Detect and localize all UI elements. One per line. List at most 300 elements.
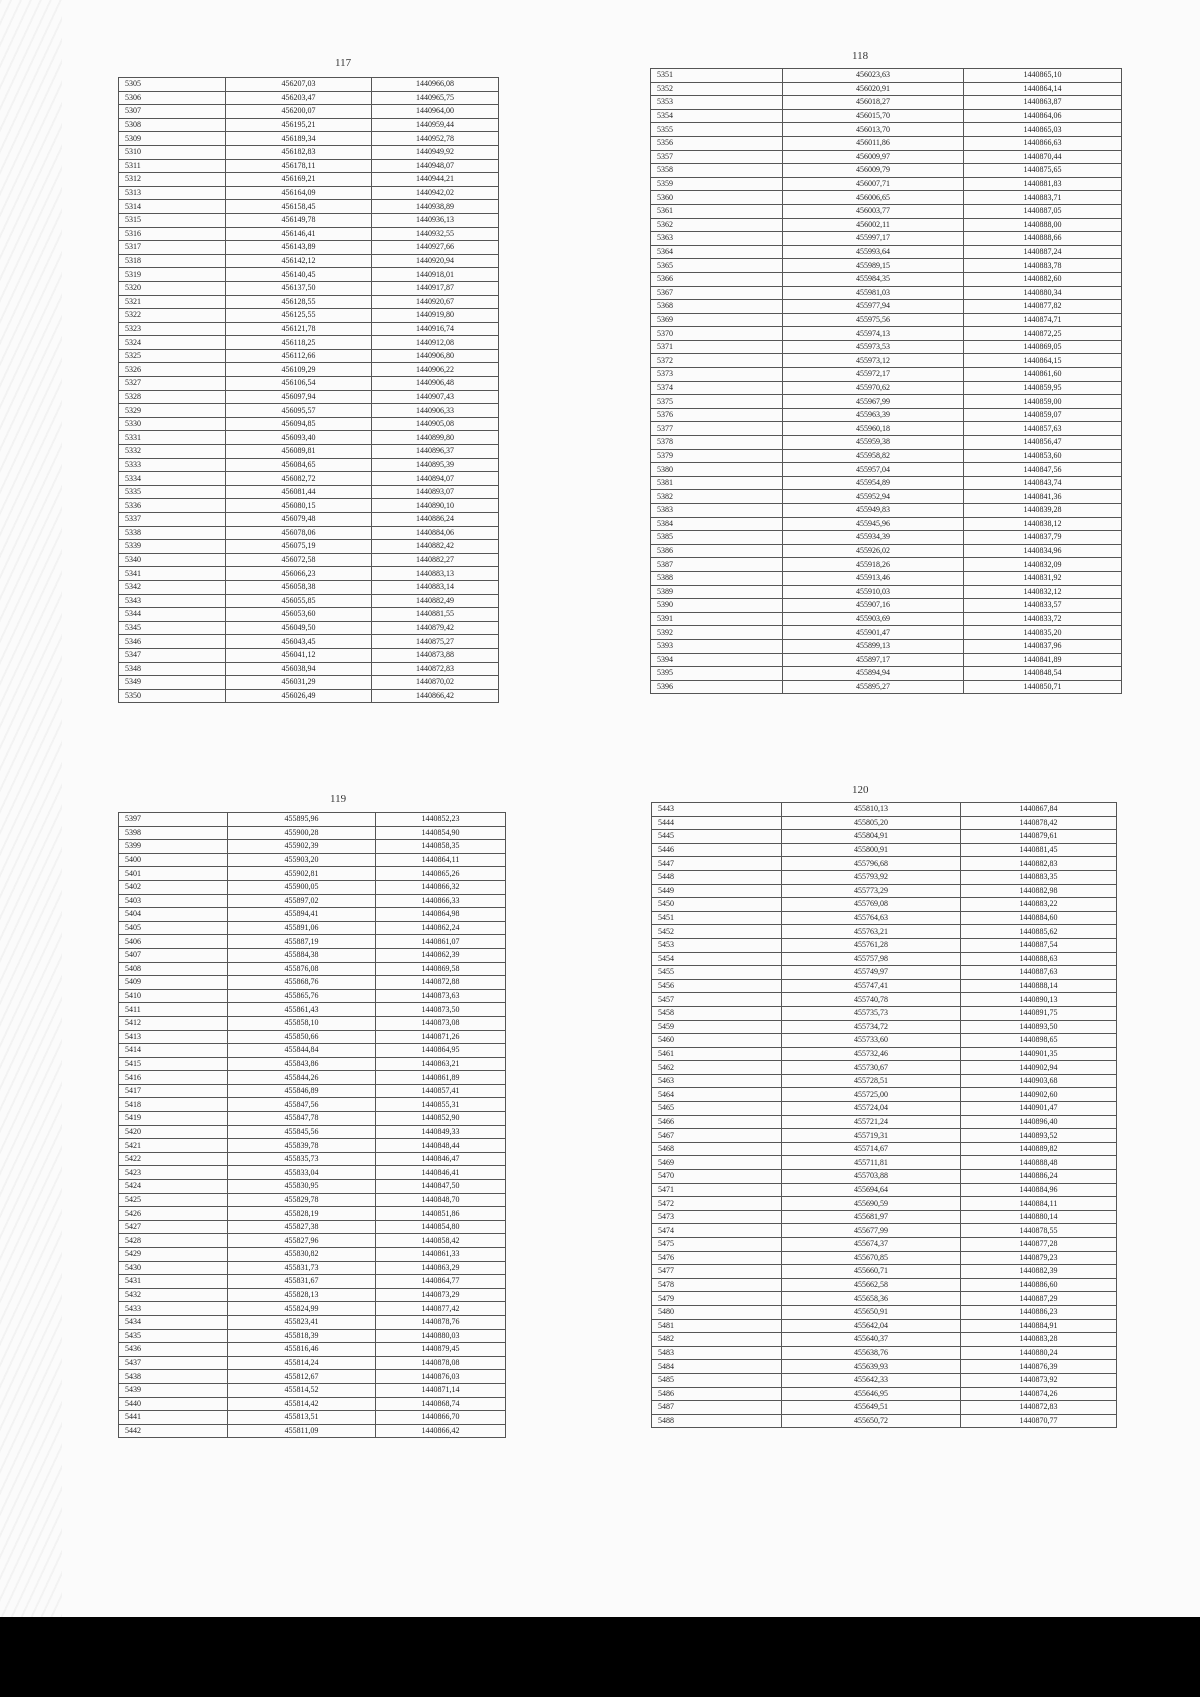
table-row <box>119 1302 506 1316</box>
x-coordinate: 455952,94 <box>783 490 964 504</box>
table-row <box>652 1020 1117 1034</box>
x-coordinate: 456093,40 <box>226 431 372 445</box>
point-number: 5395 <box>651 667 783 681</box>
table-row <box>119 1030 506 1044</box>
y-coordinate: 1440861,07 <box>376 935 506 949</box>
x-coordinate: 455963,39 <box>783 408 964 422</box>
y-coordinate: 1440882,98 <box>961 884 1117 898</box>
x-coordinate: 456164,09 <box>226 186 372 200</box>
table-row <box>119 526 499 540</box>
point-number: 5329 <box>119 404 226 418</box>
point-number: 5334 <box>119 472 226 486</box>
x-coordinate: 455850,66 <box>228 1030 376 1044</box>
x-coordinate: 455818,39 <box>228 1329 376 1343</box>
point-number: 5439 <box>119 1383 228 1397</box>
point-number: 5333 <box>119 458 226 472</box>
table-row <box>652 1292 1117 1306</box>
y-coordinate: 1440882,27 <box>372 553 499 567</box>
table-row <box>119 1166 506 1180</box>
point-number: 5312 <box>119 173 226 187</box>
table-row <box>119 1343 506 1357</box>
table-row <box>119 1248 506 1262</box>
table-row <box>119 962 506 976</box>
x-coordinate: 455660,71 <box>782 1265 961 1279</box>
y-coordinate: 1440899,80 <box>372 431 499 445</box>
table-row <box>651 204 1122 218</box>
x-coordinate: 456015,70 <box>783 109 964 123</box>
y-coordinate: 1440854,80 <box>376 1220 506 1234</box>
point-number: 5356 <box>651 136 783 150</box>
point-number: 5405 <box>119 921 228 935</box>
point-number: 5413 <box>119 1030 228 1044</box>
y-coordinate: 1440875,65 <box>964 164 1122 178</box>
table-row <box>119 485 499 499</box>
x-coordinate: 455814,42 <box>228 1397 376 1411</box>
table-row <box>119 254 499 268</box>
y-coordinate: 1440893,07 <box>372 485 499 499</box>
point-number: 5400 <box>119 853 228 867</box>
table-row <box>652 1088 1117 1102</box>
y-coordinate: 1440888,00 <box>964 218 1122 232</box>
y-coordinate: 1440872,83 <box>961 1401 1117 1415</box>
y-coordinate: 1440886,24 <box>961 1170 1117 1184</box>
point-number: 5343 <box>119 594 226 608</box>
point-number: 5456 <box>652 979 782 993</box>
x-coordinate: 455677,99 <box>782 1224 961 1238</box>
x-coordinate: 455642,04 <box>782 1319 961 1333</box>
x-coordinate: 456178,11 <box>226 159 372 173</box>
y-coordinate: 1440872,88 <box>376 976 506 990</box>
y-coordinate: 1440848,70 <box>376 1193 506 1207</box>
y-coordinate: 1440902,60 <box>961 1088 1117 1102</box>
x-coordinate: 455977,94 <box>783 300 964 314</box>
table-row <box>119 580 499 594</box>
x-coordinate: 455763,21 <box>782 925 961 939</box>
x-coordinate: 456007,71 <box>783 177 964 191</box>
x-coordinate: 455800,91 <box>782 843 961 857</box>
table-row <box>652 1156 1117 1170</box>
x-coordinate: 455769,08 <box>782 898 961 912</box>
y-coordinate: 1440912,08 <box>372 336 499 350</box>
point-number: 5408 <box>119 962 228 976</box>
table-row <box>651 626 1122 640</box>
y-coordinate: 1440865,10 <box>964 69 1122 83</box>
point-number: 5381 <box>651 476 783 490</box>
point-number: 5441 <box>119 1411 228 1425</box>
x-coordinate: 455989,15 <box>783 259 964 273</box>
x-coordinate: 455749,97 <box>782 966 961 980</box>
point-number: 5466 <box>652 1115 782 1129</box>
y-coordinate: 1440883,13 <box>372 567 499 581</box>
x-coordinate: 456038,94 <box>226 662 372 676</box>
table-row <box>651 395 1122 409</box>
point-number: 5338 <box>119 526 226 540</box>
x-coordinate: 455900,05 <box>228 880 376 894</box>
x-coordinate: 456018,27 <box>783 96 964 110</box>
table-row <box>651 245 1122 259</box>
point-number: 5387 <box>651 558 783 572</box>
point-number: 5310 <box>119 145 226 159</box>
x-coordinate: 456031,29 <box>226 676 372 690</box>
x-coordinate: 455639,93 <box>782 1360 961 1374</box>
table-row <box>652 1047 1117 1061</box>
x-coordinate: 456149,78 <box>226 213 372 227</box>
x-coordinate: 456053,60 <box>226 608 372 622</box>
point-number: 5325 <box>119 349 226 363</box>
point-number: 5388 <box>651 571 783 585</box>
y-coordinate: 1440834,96 <box>964 544 1122 558</box>
table-row <box>652 911 1117 925</box>
point-number: 5336 <box>119 499 226 513</box>
y-coordinate: 1440883,22 <box>961 898 1117 912</box>
point-number: 5425 <box>119 1193 228 1207</box>
table-row <box>119 145 499 159</box>
y-coordinate: 1440867,84 <box>961 803 1117 817</box>
y-coordinate: 1440882,60 <box>964 272 1122 286</box>
x-coordinate: 455975,56 <box>783 313 964 327</box>
point-number: 5394 <box>651 653 783 667</box>
y-coordinate: 1440948,07 <box>372 159 499 173</box>
y-coordinate: 1440866,42 <box>372 689 499 703</box>
table-row <box>119 445 499 459</box>
point-number: 5370 <box>651 327 783 341</box>
x-coordinate: 456118,25 <box>226 336 372 350</box>
y-coordinate: 1440887,29 <box>961 1292 1117 1306</box>
point-number: 5465 <box>652 1102 782 1116</box>
y-coordinate: 1440965,75 <box>372 91 499 105</box>
y-coordinate: 1440849,33 <box>376 1125 506 1139</box>
table-row <box>119 1424 506 1438</box>
coordinates-table <box>118 77 499 703</box>
table-row <box>651 653 1122 667</box>
y-coordinate: 1440952,78 <box>372 132 499 146</box>
x-coordinate: 455934,39 <box>783 531 964 545</box>
point-number: 5366 <box>651 272 783 286</box>
point-number: 5386 <box>651 544 783 558</box>
point-number: 5392 <box>651 626 783 640</box>
y-coordinate: 1440861,60 <box>964 368 1122 382</box>
y-coordinate: 1440906,33 <box>372 404 499 418</box>
x-coordinate: 455823,41 <box>228 1315 376 1329</box>
point-number: 5434 <box>119 1315 228 1329</box>
x-coordinate: 455830,95 <box>228 1180 376 1194</box>
x-coordinate: 455910,03 <box>783 585 964 599</box>
y-coordinate: 1440902,94 <box>961 1061 1117 1075</box>
x-coordinate: 455721,24 <box>782 1115 961 1129</box>
point-number: 5450 <box>652 898 782 912</box>
x-coordinate: 455959,38 <box>783 436 964 450</box>
x-coordinate: 455824,99 <box>228 1302 376 1316</box>
point-number: 5357 <box>651 150 783 164</box>
table-row <box>119 159 499 173</box>
table-row <box>651 150 1122 164</box>
point-number: 5342 <box>119 580 226 594</box>
x-coordinate: 455845,56 <box>228 1125 376 1139</box>
y-coordinate: 1440878,08 <box>376 1356 506 1370</box>
table-row <box>651 667 1122 681</box>
point-number: 5461 <box>652 1047 782 1061</box>
table-row <box>119 635 499 649</box>
y-coordinate: 1440881,45 <box>961 843 1117 857</box>
table-row <box>119 458 499 472</box>
table-row <box>651 599 1122 613</box>
x-coordinate: 456142,12 <box>226 254 372 268</box>
x-coordinate: 455733,60 <box>782 1034 961 1048</box>
y-coordinate: 1440878,76 <box>376 1315 506 1329</box>
y-coordinate: 1440879,23 <box>961 1251 1117 1265</box>
y-coordinate: 1440851,86 <box>376 1207 506 1221</box>
x-coordinate: 455973,12 <box>783 354 964 368</box>
y-coordinate: 1440848,44 <box>376 1139 506 1153</box>
x-coordinate: 456078,06 <box>226 526 372 540</box>
table-row <box>652 925 1117 939</box>
point-number: 5488 <box>652 1414 782 1428</box>
table-row <box>652 1142 1117 1156</box>
x-coordinate: 455816,46 <box>228 1343 376 1357</box>
point-number: 5453 <box>652 938 782 952</box>
table-row <box>652 938 1117 952</box>
point-number: 5309 <box>119 132 226 146</box>
point-number: 5468 <box>652 1142 782 1156</box>
y-coordinate: 1440866,32 <box>376 880 506 894</box>
table-row <box>119 91 499 105</box>
y-coordinate: 1440884,06 <box>372 526 499 540</box>
table-row <box>119 1180 506 1194</box>
x-coordinate: 455954,89 <box>783 476 964 490</box>
y-coordinate: 1440884,91 <box>961 1319 1117 1333</box>
x-coordinate: 455876,08 <box>228 962 376 976</box>
y-coordinate: 1440888,48 <box>961 1156 1117 1170</box>
x-coordinate: 455844,26 <box>228 1071 376 1085</box>
point-number: 5316 <box>119 227 226 241</box>
y-coordinate: 1440886,23 <box>961 1305 1117 1319</box>
y-coordinate: 1440863,29 <box>376 1261 506 1275</box>
table-row <box>119 608 499 622</box>
y-coordinate: 1440864,15 <box>964 354 1122 368</box>
x-coordinate: 455827,96 <box>228 1234 376 1248</box>
point-number: 5414 <box>119 1044 228 1058</box>
x-coordinate: 455814,52 <box>228 1383 376 1397</box>
table-row <box>651 259 1122 273</box>
x-coordinate: 455957,04 <box>783 463 964 477</box>
point-number: 5326 <box>119 363 226 377</box>
point-number: 5419 <box>119 1112 228 1126</box>
y-coordinate: 1440866,63 <box>964 136 1122 150</box>
point-number: 5396 <box>651 680 783 694</box>
table-row <box>651 639 1122 653</box>
table-row <box>651 517 1122 531</box>
x-coordinate: 455812,67 <box>228 1370 376 1384</box>
point-number: 5433 <box>119 1302 228 1316</box>
table-row <box>119 894 506 908</box>
y-coordinate: 1440864,95 <box>376 1044 506 1058</box>
point-number: 5404 <box>119 908 228 922</box>
y-coordinate: 1440905,08 <box>372 417 499 431</box>
point-number: 5359 <box>651 177 783 191</box>
y-coordinate: 1440888,63 <box>961 952 1117 966</box>
table-row <box>119 431 499 445</box>
coordinates-table <box>118 812 506 1438</box>
x-coordinate: 455728,51 <box>782 1074 961 1088</box>
point-number: 5411 <box>119 1003 228 1017</box>
table-row <box>652 884 1117 898</box>
point-number: 5368 <box>651 300 783 314</box>
point-number: 5429 <box>119 1248 228 1262</box>
y-coordinate: 1440906,22 <box>372 363 499 377</box>
y-coordinate: 1440894,07 <box>372 472 499 486</box>
table-row <box>652 1197 1117 1211</box>
x-coordinate: 456075,19 <box>226 540 372 554</box>
table-row <box>652 1115 1117 1129</box>
table-row <box>119 309 499 323</box>
y-coordinate: 1440863,21 <box>376 1057 506 1071</box>
y-coordinate: 1440833,72 <box>964 612 1122 626</box>
x-coordinate: 455894,94 <box>783 667 964 681</box>
table-row <box>651 218 1122 232</box>
point-number: 5307 <box>119 105 226 119</box>
y-coordinate: 1440879,45 <box>376 1343 506 1357</box>
table-row <box>119 935 506 949</box>
table-row <box>652 830 1117 844</box>
point-number: 5402 <box>119 880 228 894</box>
point-number: 5446 <box>652 843 782 857</box>
table-row <box>119 689 499 703</box>
y-coordinate: 1440837,96 <box>964 639 1122 653</box>
table-row <box>652 1333 1117 1347</box>
table-row <box>119 132 499 146</box>
point-number: 5397 <box>119 813 228 827</box>
y-coordinate: 1440886,60 <box>961 1278 1117 1292</box>
point-number: 5318 <box>119 254 226 268</box>
table-row <box>651 96 1122 110</box>
point-number: 5412 <box>119 1016 228 1030</box>
x-coordinate: 456121,78 <box>226 322 372 336</box>
point-number: 5467 <box>652 1129 782 1143</box>
x-coordinate: 455757,98 <box>782 952 961 966</box>
y-coordinate: 1440880,03 <box>376 1329 506 1343</box>
y-coordinate: 1440883,71 <box>964 191 1122 205</box>
y-coordinate: 1440880,34 <box>964 286 1122 300</box>
y-coordinate: 1440916,74 <box>372 322 499 336</box>
point-number: 5424 <box>119 1180 228 1194</box>
table-row <box>652 1278 1117 1292</box>
point-number: 5448 <box>652 870 782 884</box>
point-number: 5418 <box>119 1098 228 1112</box>
point-number: 5320 <box>119 281 226 295</box>
table-row <box>652 1074 1117 1088</box>
point-number: 5430 <box>119 1261 228 1275</box>
y-coordinate: 1440865,03 <box>964 123 1122 137</box>
y-coordinate: 1440862,39 <box>376 948 506 962</box>
table-row <box>119 1234 506 1248</box>
table-row <box>119 118 499 132</box>
table-row <box>119 213 499 227</box>
point-number: 5436 <box>119 1343 228 1357</box>
x-coordinate: 455831,73 <box>228 1261 376 1275</box>
x-coordinate: 456041,12 <box>226 648 372 662</box>
point-number: 5426 <box>119 1207 228 1221</box>
y-coordinate: 1440864,77 <box>376 1275 506 1289</box>
x-coordinate: 455884,38 <box>228 948 376 962</box>
table-row <box>119 404 499 418</box>
point-number: 5345 <box>119 621 226 635</box>
table-row <box>119 336 499 350</box>
y-coordinate: 1440872,83 <box>372 662 499 676</box>
point-number: 5435 <box>119 1329 228 1343</box>
table-row <box>119 281 499 295</box>
y-coordinate: 1440927,66 <box>372 241 499 255</box>
x-coordinate: 455670,85 <box>782 1251 961 1265</box>
table-row <box>652 1034 1117 1048</box>
table-row <box>119 1125 506 1139</box>
x-coordinate: 455662,58 <box>782 1278 961 1292</box>
table-row <box>651 504 1122 518</box>
point-number: 5423 <box>119 1166 228 1180</box>
table-row <box>651 463 1122 477</box>
table-row <box>651 408 1122 422</box>
point-number: 5401 <box>119 867 228 881</box>
x-coordinate: 455997,17 <box>783 232 964 246</box>
point-number: 5399 <box>119 840 228 854</box>
x-coordinate: 455891,06 <box>228 921 376 935</box>
table-row <box>651 476 1122 490</box>
x-coordinate: 456182,83 <box>226 145 372 159</box>
table-row <box>119 1084 506 1098</box>
point-number: 5385 <box>651 531 783 545</box>
x-coordinate: 455735,73 <box>782 1006 961 1020</box>
x-coordinate: 456097,94 <box>226 390 372 404</box>
y-coordinate: 1440863,87 <box>964 96 1122 110</box>
table-row <box>651 109 1122 123</box>
table-row <box>652 1360 1117 1374</box>
x-coordinate: 456137,50 <box>226 281 372 295</box>
table-row <box>652 1170 1117 1184</box>
point-number: 5315 <box>119 213 226 227</box>
y-coordinate: 1440882,42 <box>372 540 499 554</box>
y-coordinate: 1440882,39 <box>961 1265 1117 1279</box>
x-coordinate: 455831,67 <box>228 1275 376 1289</box>
table-row <box>651 585 1122 599</box>
x-coordinate: 456140,45 <box>226 268 372 282</box>
y-coordinate: 1440853,60 <box>964 449 1122 463</box>
table-row <box>119 1220 506 1234</box>
point-number: 5313 <box>119 186 226 200</box>
x-coordinate: 455734,72 <box>782 1020 961 1034</box>
point-number: 5485 <box>652 1373 782 1387</box>
x-coordinate: 455810,13 <box>782 803 961 817</box>
table-row <box>119 1383 506 1397</box>
scan-edge-texture <box>0 0 62 1617</box>
table-row <box>651 381 1122 395</box>
y-coordinate: 1440880,24 <box>961 1346 1117 1360</box>
x-coordinate: 455814,24 <box>228 1356 376 1370</box>
table-row <box>652 1373 1117 1387</box>
point-number: 5463 <box>652 1074 782 1088</box>
y-coordinate: 1440857,63 <box>964 422 1122 436</box>
table-row <box>651 164 1122 178</box>
x-coordinate: 455793,92 <box>782 870 961 884</box>
x-coordinate: 455839,78 <box>228 1139 376 1153</box>
x-coordinate: 455725,00 <box>782 1088 961 1102</box>
point-number: 5484 <box>652 1360 782 1374</box>
point-number: 5455 <box>652 966 782 980</box>
y-coordinate: 1440868,74 <box>376 1397 506 1411</box>
x-coordinate: 455835,73 <box>228 1152 376 1166</box>
point-number: 5478 <box>652 1278 782 1292</box>
point-number: 5363 <box>651 232 783 246</box>
y-coordinate: 1440907,43 <box>372 390 499 404</box>
x-coordinate: 455811,09 <box>228 1424 376 1438</box>
